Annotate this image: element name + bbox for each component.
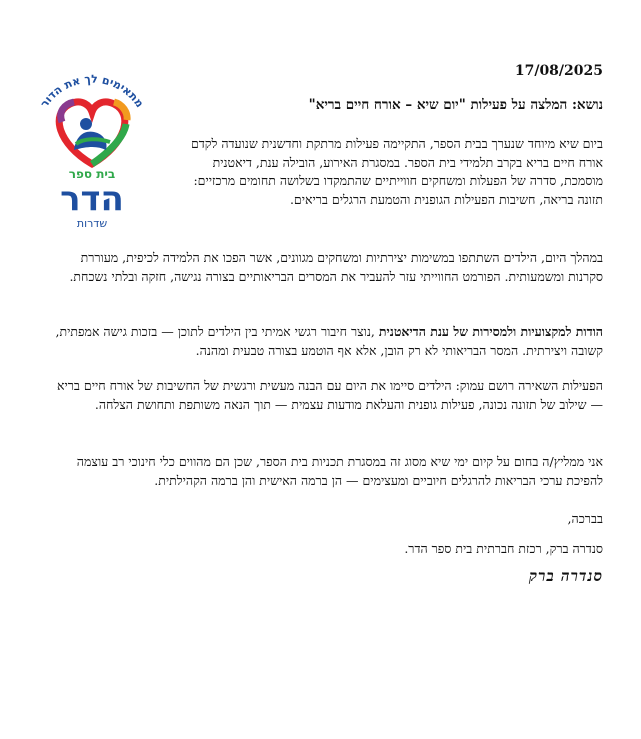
letter-date: 17/08/2025 <box>514 63 603 79</box>
paragraph-impression: הפעילות השאירה רושם עמוק: הילדים סיימו את היום עם הבנה מעשית ורגשית של החשיבות של אורח חיים בריא — שילוב של תזונה נכונה, פעילות גופנית והעלאת מודעות עצמית — תוך הנאה משותפת ותחושת הצלחה. <box>57 378 603 412</box>
paragraph-activities: במהלך היום, הילדים השתתפו במשימות יצירתיות ומשחקים מגוונים, אשר הפכו את הלמידה לכיפית, מעוררת סקרנות ומשמעותית. הפורמט החווייתי עזר להעביר את המסרים הבריאותיים בצורה נגישה, חזקה ובלתי נשכחת. <box>69 250 603 284</box>
school-logo <box>28 52 156 232</box>
thanks-rest-text: ,נוצר חיבור רגשי אמיתי בין הילדים לתוכן — בזכות גישה אמפתית, קשובה ויצירתית. המסר הבריאותי לא רק הובן, אלא אף הוטמע בצורה טבעית ומהנה. <box>55 324 603 358</box>
logo-school-label: בית ספר <box>68 167 116 181</box>
logo-city: שדרות <box>76 217 108 230</box>
letter-greeting: בברכה, <box>567 511 603 526</box>
thanks-bold-text: הודות למקצועיות ולמסירות של ענת הדיאטנית <box>378 324 603 339</box>
paragraph-intro: ביום שיא מיוחד שנערך בבית הספר, התקיימה פעילות מרתקת וחדשנית שנועדה לקדם אורח חיים בריא בקרב תלמידי בית הספר. במסגרת האירוע, הובילה ענת, דיאטנית מוסמכת, סדרה של הפעלות ומשחקים חווייתיים שהתמקדו בשלושה תחומים מרכזיים: תזונה בריאה, חשיבות הפעילות הגופנית והטמעת הרגלים בריאים. <box>191 136 603 207</box>
letter-signer: סנדרה ברק, רכזת חברתית בית ספר הדר. <box>404 541 603 556</box>
letter-subject: נושא: המלצה על פעילות "יום שיא – אורח חיים בריא" <box>308 97 603 113</box>
paragraph-recommendation: אני ממליץ/ה בחום על קיום ימי שיא מסוג זה במסגרת תכניות בית הספר, שכן הם מהווים כלי חינוכי רב עוצמה להפיכת ערכי הבריאות להרגלים חיוביים ומעצימים — הן ברמה האישית והן ברמה הקהילתית. <box>76 454 603 488</box>
logo-school-name: הדר <box>60 179 124 219</box>
paragraph-thanks <box>47 323 603 360</box>
logo-arc-text: מתאימים לך את הדור <box>37 72 147 111</box>
handwritten-signature: סנדרה ברק <box>528 567 603 585</box>
